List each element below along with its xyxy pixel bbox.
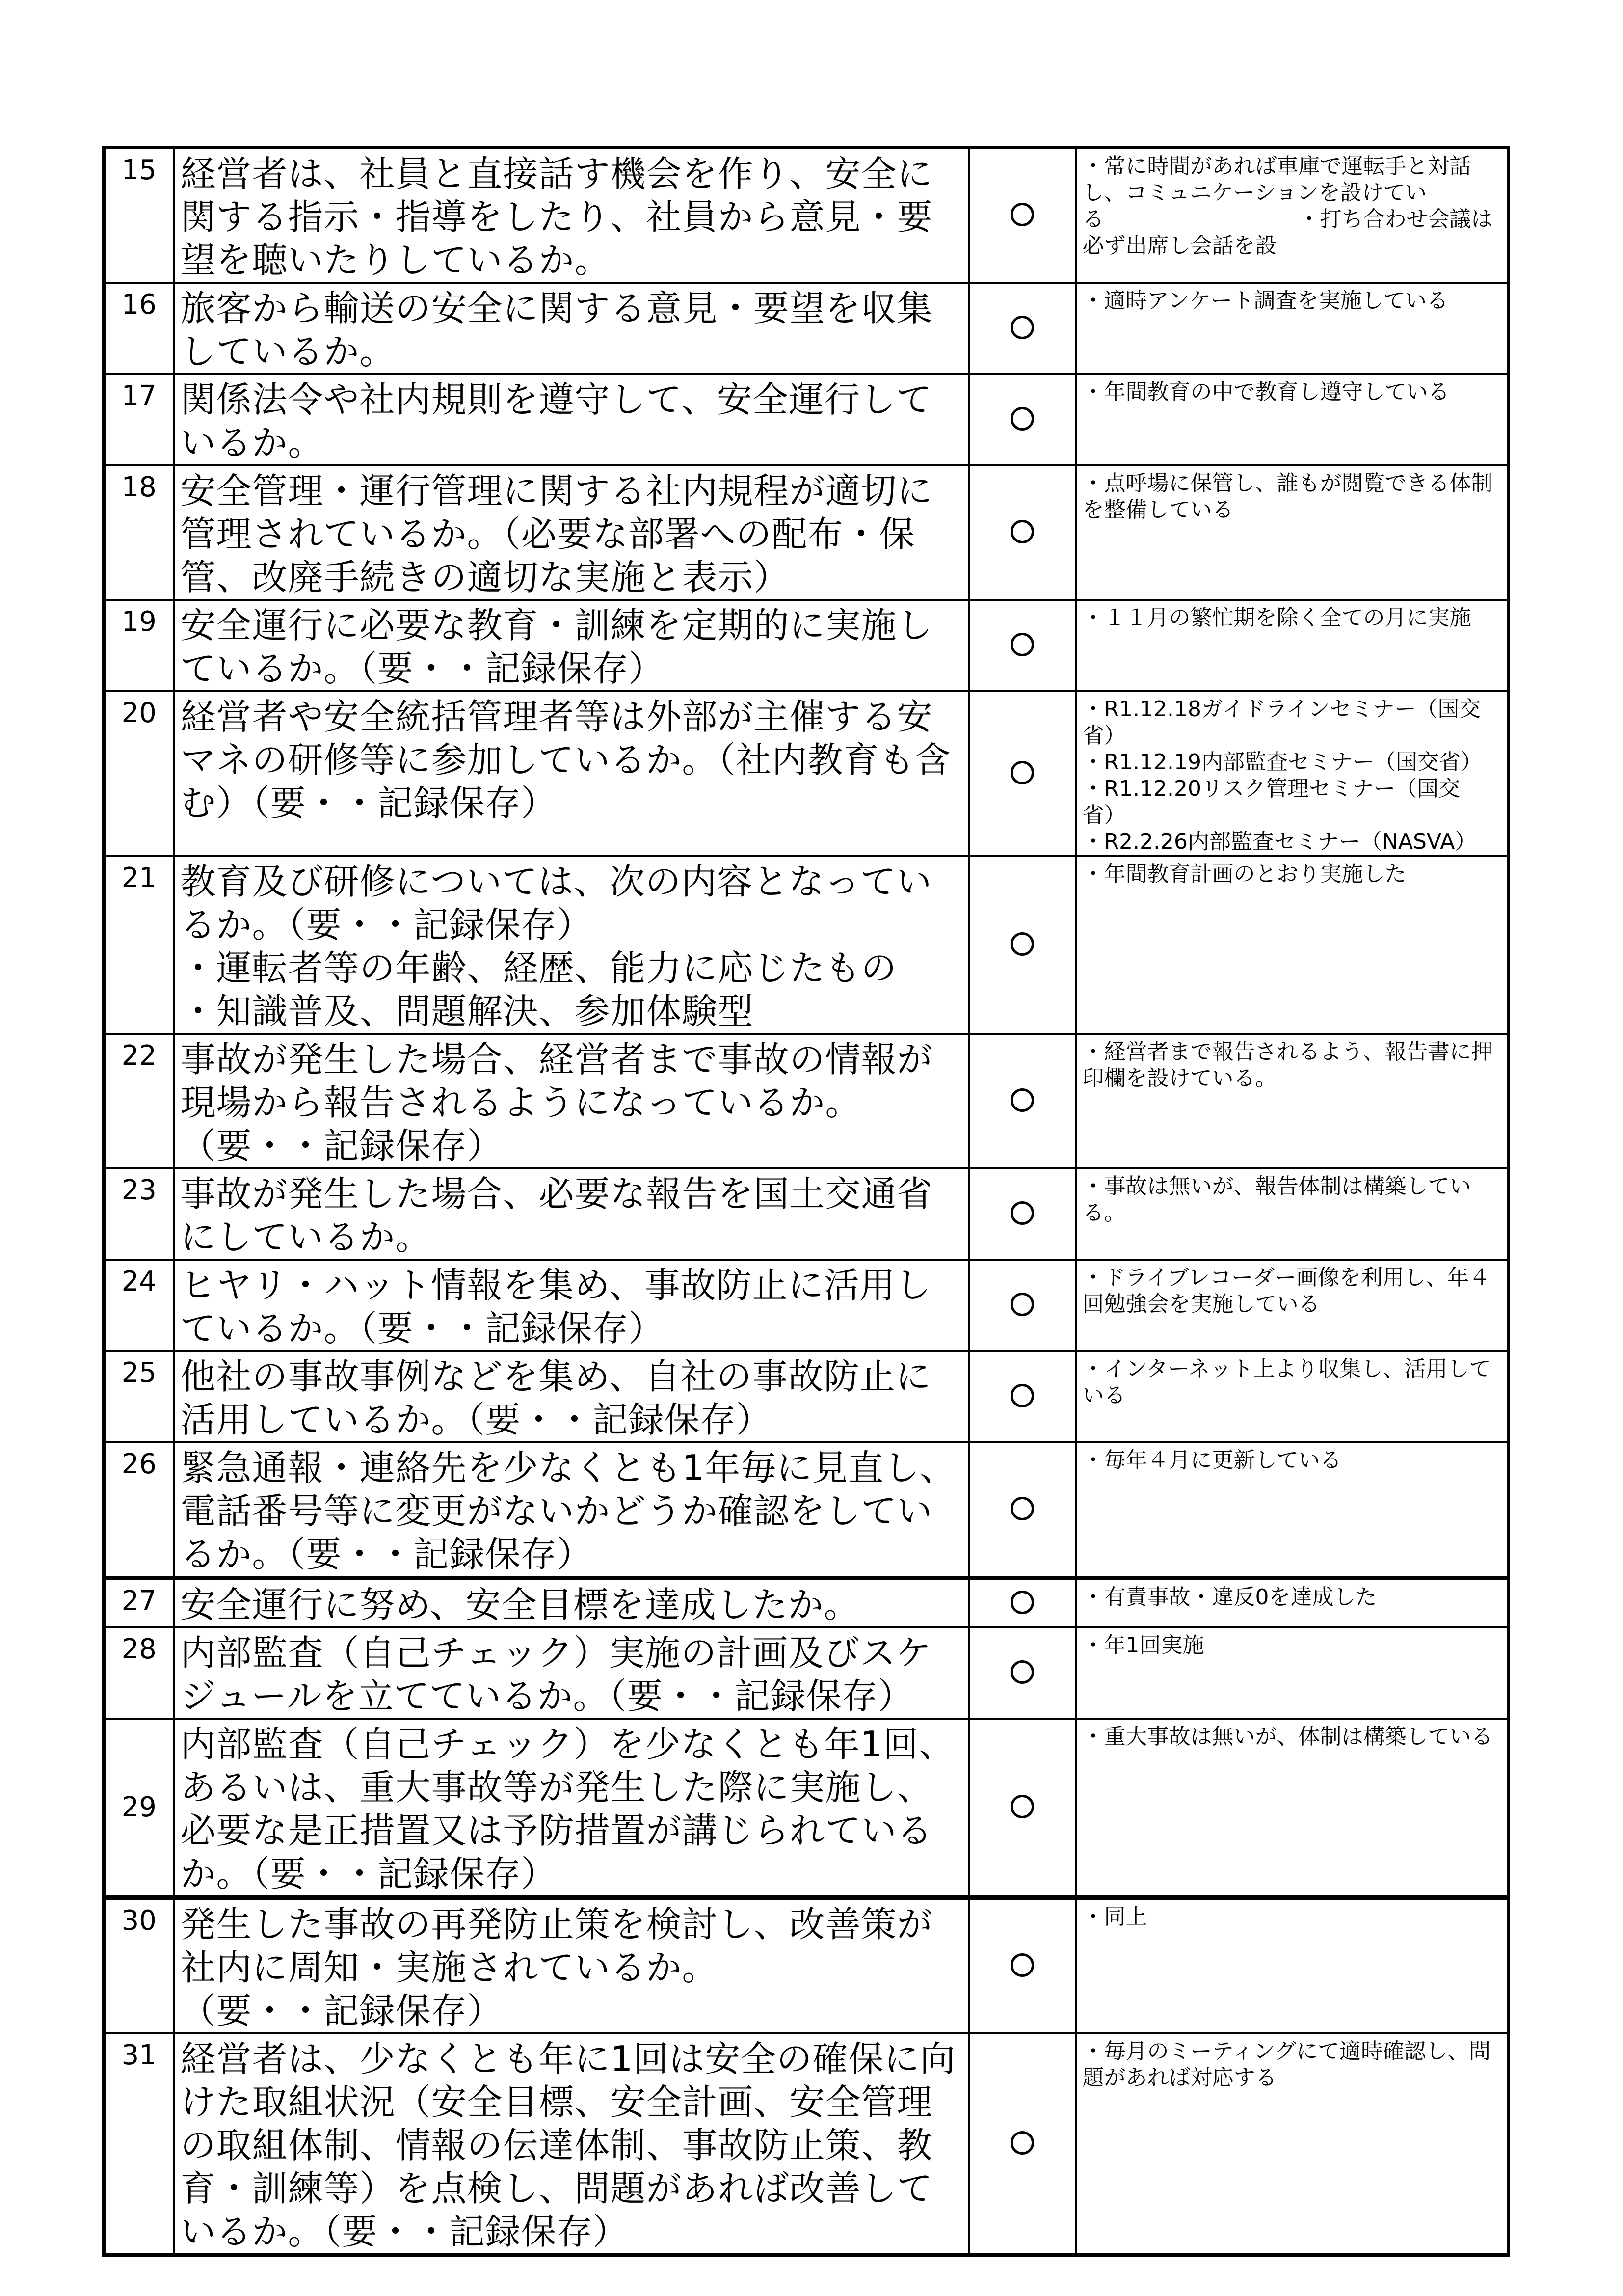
circle-mark-icon (1011, 932, 1034, 956)
table-row (104, 856, 1509, 1034)
checklist-question: 事故が発生した場合、経営者まで事故の情報が現場から報告されるようになっているか。 （要・・記録保存） (174, 1034, 969, 1168)
checklist-question: 緊急通報・連絡先を少なくとも1年毎に見直し、電話番号等に変更がないかどうか確認をしているか。（要・・記録保存） (174, 1442, 969, 1578)
remarks-note: ・年1回実施 (1076, 1627, 1509, 1719)
remarks-note: ・同上 (1076, 1898, 1509, 2034)
remarks-note: ・経営者まで報告されるよう、報告書に押印欄を設けている。 (1076, 1034, 1509, 1168)
table-row (104, 465, 1509, 600)
table-row (104, 1898, 1509, 2034)
remarks-note: ・毎月のミーティングにて適時確認し、問題があれば対応する (1076, 2033, 1509, 2255)
checklist-question: 安全運行に必要な教育・訓練を定期的に実施しているか。（要・・記録保存） (174, 600, 969, 691)
remarks-note: ・毎年４月に更新している (1076, 1442, 1509, 1578)
checklist-question: 発生した事故の再発防止策を検討し、改善策が社内に周知・実施されているか。 （要・・記録保存） (174, 1898, 969, 2034)
checklist-question: 事故が発生した場合、必要な報告を国土交通省にしているか。 (174, 1168, 969, 1260)
remarks-note: ・有責事故・違反0を達成した (1076, 1578, 1509, 1628)
check-mark-cell (969, 1351, 1076, 1442)
checklist-question: 他社の事故事例などを集め、自社の事故防止に活用しているか。（要・・記録保存） (174, 1351, 969, 1442)
circle-mark-icon (1011, 1591, 1034, 1614)
item-number: 27 (104, 1578, 174, 1628)
remarks-note: ・常に時間があれば車庫で運転手と対話し、コミュニケーションを設けている ・打ち合わせ会議は必ず出席し会話を設 (1076, 148, 1509, 283)
circle-mark-icon (1011, 1088, 1034, 1112)
checklist-question: 教育及び研修については、次の内容となっているか。（要・・記録保存） ・運転者等の年齢、経歴、能力に応じたもの ・知識普及、問題解決、参加体験型 (174, 856, 969, 1034)
table-row (104, 2033, 1509, 2255)
table-row (104, 1627, 1509, 1719)
item-number: 20 (104, 691, 174, 856)
circle-mark-icon (1011, 1795, 1034, 1818)
check-mark-cell (969, 1260, 1076, 1351)
circle-mark-icon (1011, 520, 1034, 543)
item-number: 28 (104, 1627, 174, 1719)
check-mark-cell (969, 1578, 1076, 1628)
item-number: 26 (104, 1442, 174, 1578)
check-mark-cell (969, 1627, 1076, 1719)
circle-mark-icon (1011, 1201, 1034, 1225)
check-mark-cell (969, 1898, 1076, 2034)
checklist-question: 安全運行に努め、安全目標を達成したか。 (174, 1578, 969, 1628)
table-row (104, 374, 1509, 465)
remarks-note: ・事故は無いが、報告体制は構築している。 (1076, 1168, 1509, 1260)
circle-mark-icon (1011, 1384, 1034, 1407)
item-number: 30 (104, 1898, 174, 2034)
table-row (104, 1351, 1509, 1442)
checklist-question: 内部監査（自己チェック）を少なくとも年1回、あるいは、重大事故等が発生した際に実施し、必要な是正措置又は予防措置が講じられているか。（要・・記録保存） (174, 1719, 969, 1898)
check-mark-cell (969, 691, 1076, 856)
check-mark-cell (969, 1442, 1076, 1578)
item-number: 18 (104, 465, 174, 600)
checklist-question: ヒヤリ・ハット情報を集め、事故防止に活用しているか。（要・・記録保存） (174, 1260, 969, 1351)
checklist-question: 経営者は、少なくとも年に1回は安全の確保に向けた取組状況（安全目標、安全計画、安全管理の取組体制、情報の伝達体制、事故防止策、教育・訓練等）を点検し、問題があれば改善しているか。（要・・記録保存） (174, 2033, 969, 2255)
circle-mark-icon (1011, 203, 1034, 226)
check-mark-cell (969, 1719, 1076, 1898)
checklist-question: 内部監査（自己チェック）実施の計画及びスケジュールを立てているか。（要・・記録保存） (174, 1627, 969, 1719)
check-mark-cell (969, 2033, 1076, 2255)
remarks-note: ・インターネット上より収集し、活用している (1076, 1351, 1509, 1442)
circle-mark-icon (1011, 1497, 1034, 1520)
item-number: 16 (104, 283, 174, 374)
remarks-note: ・適時アンケート調査を実施している (1076, 283, 1509, 374)
check-mark-cell (969, 600, 1076, 691)
remarks-note: ・点呼場に保管し、誰もが閲覧できる体制を整備している (1076, 465, 1509, 600)
check-mark-cell (969, 465, 1076, 600)
table-row (104, 1719, 1509, 1898)
table-row (104, 691, 1509, 856)
check-mark-cell (969, 374, 1076, 465)
item-number: 17 (104, 374, 174, 465)
circle-mark-icon (1011, 1660, 1034, 1684)
check-mark-cell (969, 856, 1076, 1034)
remarks-note: ・１１月の繁忙期を除く全ての月に実施 (1076, 600, 1509, 691)
check-mark-cell (969, 148, 1076, 283)
circle-mark-icon (1011, 1293, 1034, 1316)
checklist-question: 安全管理・運行管理に関する社内規程が適切に管理されているか。（必要な部署への配布・保管、改廃手続きの適切な実施と表示） (174, 465, 969, 600)
item-number: 22 (104, 1034, 174, 1168)
checklist-question: 関係法令や社内規則を遵守して、安全運行しているか。 (174, 374, 969, 465)
circle-mark-icon (1011, 316, 1034, 339)
checklist-question: 経営者は、社員と直接話す機会を作り、安全に関する指示・指導をしたり、社員から意見・要望を聴いたりしているか。 (174, 148, 969, 283)
item-number: 31 (104, 2033, 174, 2255)
item-number: 24 (104, 1260, 174, 1351)
remarks-note: ・ドライブレコーダー画像を利用し、年４回勉強会を実施している (1076, 1260, 1509, 1351)
item-number: 25 (104, 1351, 174, 1442)
remarks-note: ・年間教育計画のとおり実施した (1076, 856, 1509, 1034)
table-row (104, 1442, 1509, 1578)
remarks-note: ・重大事故は無いが、体制は構築している (1076, 1719, 1509, 1898)
circle-mark-icon (1011, 1953, 1034, 1977)
table-row (104, 283, 1509, 374)
remarks-note: ・R1.12.18ガイドラインセミナー（国交省） ・R1.12.19内部監査セミナー（国交省） ・R1.12.20リスク管理セミナー（国交省） ・R2.2.26内部監査セミナー（NASVA） (1076, 691, 1509, 856)
circle-mark-icon (1011, 407, 1034, 431)
checklist-table (102, 146, 1510, 2257)
table-row (104, 600, 1509, 691)
table-row (104, 1578, 1509, 1628)
item-number: 23 (104, 1168, 174, 1260)
remarks-note: ・年間教育の中で教育し遵守している (1076, 374, 1509, 465)
checklist-rows (104, 148, 1509, 2255)
check-mark-cell (969, 1034, 1076, 1168)
item-number: 21 (104, 856, 174, 1034)
item-number: 19 (104, 600, 174, 691)
table-row (104, 1168, 1509, 1260)
circle-mark-icon (1011, 2131, 1034, 2155)
check-mark-cell (969, 1168, 1076, 1260)
item-number: 15 (104, 148, 174, 283)
circle-mark-icon (1011, 761, 1034, 784)
item-number: 29 (104, 1719, 174, 1898)
table-row (104, 148, 1509, 283)
checklist-question: 旅客から輸送の安全に関する意見・要望を収集しているか。 (174, 283, 969, 374)
checklist-question: 経営者や安全統括管理者等は外部が主催する安マネの研修等に参加しているか。（社内教育も含む）（要・・記録保存） (174, 691, 969, 856)
circle-mark-icon (1011, 633, 1034, 656)
table-row (104, 1260, 1509, 1351)
check-mark-cell (969, 283, 1076, 374)
table-row (104, 1034, 1509, 1168)
